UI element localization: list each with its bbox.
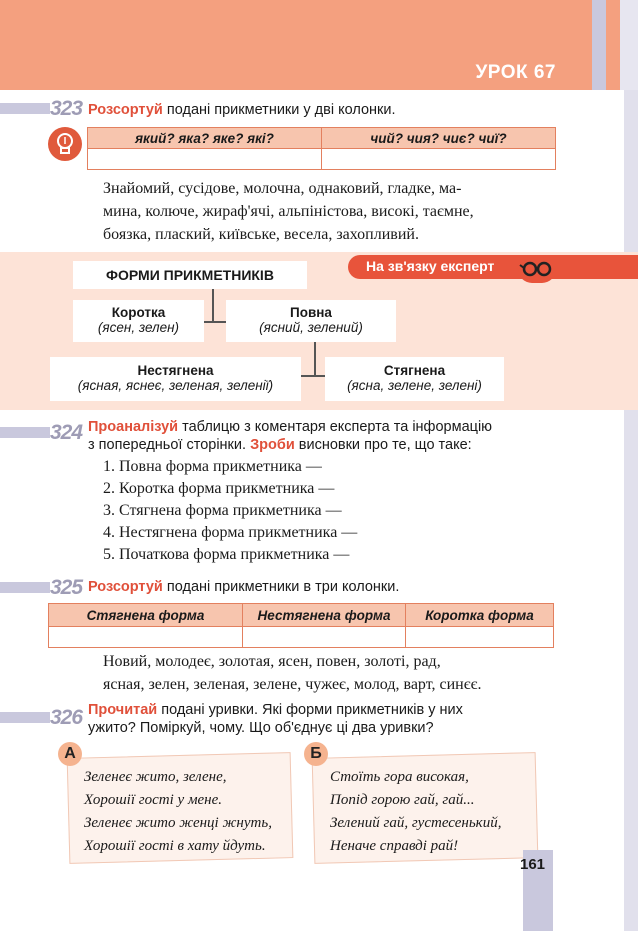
glasses-icon: [518, 255, 556, 283]
word-list: [103, 650, 553, 696]
poem-line: Зеленеє жито, зелене,: [84, 769, 227, 785]
sort-table: [87, 127, 556, 170]
task-verb: Прочитай: [88, 702, 158, 718]
word-line: Знайомий, сусідове, молочна, однаковий, гладке, ма-: [103, 180, 462, 197]
word-line: боязка, плаский, київське, весела, захопливий.: [103, 226, 419, 243]
connector-line: [212, 289, 214, 321]
edge-bar: [624, 90, 638, 931]
contracted-form-examples: (ясна, зелене, зелені): [347, 378, 482, 393]
short-form-title: Коротка: [111, 305, 166, 320]
column-header: який? яка? яке? які?: [88, 128, 322, 149]
word-line: мина, колюче, жираф'ячі, альпіністова, високі, таємне,: [103, 203, 474, 220]
short-form-box: [73, 300, 204, 342]
task-number: 323: [50, 97, 83, 120]
list-item: 1. Повна форма прикметника —: [103, 458, 322, 475]
list-item: 5. Початкова форма прикметника —: [103, 546, 350, 563]
task-instruction: [88, 578, 399, 596]
poem-a: [84, 766, 272, 858]
poem-line: Неначе справді рай!: [330, 838, 459, 854]
poem-line: Стоїть гора високая,: [330, 769, 469, 785]
uncontracted-form-examples: (ясная, яснеє, зеленая, зеленії): [77, 378, 274, 393]
connector-line: [314, 342, 316, 375]
word-list: [103, 177, 541, 246]
full-form-title: Повна: [290, 305, 332, 320]
header-strip: [592, 0, 606, 90]
word-line: Новий, молодеє, золотая, ясен, повен, золоті, рад,: [103, 653, 441, 670]
column-header: Нестягнена форма: [243, 604, 406, 627]
poem-line: Зелений гай, густесенький,: [330, 815, 502, 831]
page-number: 161: [520, 856, 546, 873]
task-bar: [0, 427, 50, 438]
task-text: подані прикметники у дві колонки.: [162, 102, 396, 118]
full-form-examples: (ясний, зелений): [259, 320, 363, 335]
task-instruction: [88, 101, 396, 119]
answer-cell[interactable]: [243, 627, 406, 648]
task-number: 325: [50, 576, 83, 599]
connector-line: [204, 321, 226, 323]
word-line: ясная, зелен, зеленая, зелене, чужеє, молод, варт, синєє.: [103, 676, 482, 693]
uncontracted-form-title: Нестягнена: [137, 363, 214, 378]
uncontracted-form-box: [50, 357, 301, 401]
task-number: 326: [50, 706, 83, 729]
short-form-examples: (ясен, зелен): [97, 320, 180, 335]
list-item: 3. Стягнена форма прикметника —: [103, 502, 342, 519]
answer-cell[interactable]: [49, 627, 243, 648]
contracted-form-box: [325, 357, 504, 401]
task-number: 324: [50, 421, 83, 444]
poem-line: Зеленеє жито женці жнуть,: [84, 815, 272, 831]
task-text: ужито? Поміркуй, чому. Що об'єднує ці два уривки?: [88, 720, 434, 736]
contracted-form-title: Стягнена: [383, 363, 446, 378]
poem-line: Хорошії гості в хату йдуть.: [84, 838, 266, 854]
lesson-title: УРОК 67: [475, 62, 556, 83]
full-form-box: [226, 300, 396, 342]
answer-cell[interactable]: [322, 149, 556, 170]
definition-list: [103, 456, 357, 566]
task-text: подані уривки. Які форми прикметників у них: [157, 702, 463, 718]
task-verb: Зроби: [250, 437, 295, 453]
list-item: 4. Нестягнена форма прикметника —: [103, 524, 358, 541]
answer-cell[interactable]: [406, 627, 554, 648]
connector-line: [301, 375, 325, 377]
task-text: з попередньої сторінки.: [88, 437, 251, 453]
task-text: подані прикметники в три колонки.: [162, 579, 400, 595]
poem-letter: А: [58, 742, 82, 766]
poem-line: Хорошії гості у мене.: [84, 792, 223, 808]
lightbulb-icon: [48, 127, 82, 161]
task-instruction: [88, 418, 492, 454]
column-header: Коротка форма: [406, 604, 554, 627]
task-bar: [0, 103, 50, 114]
column-header: Стягнена форма: [49, 604, 243, 627]
task-text: таблицю з коментаря експерта та інформацію: [178, 419, 493, 435]
column-header: чий? чия? чиє? чиї?: [322, 128, 556, 149]
task-verb: Розсортуй: [88, 579, 163, 595]
poem-letter: Б: [304, 742, 328, 766]
task-instruction: [88, 701, 463, 737]
task-bar: [0, 712, 50, 723]
poem-b: [330, 766, 501, 858]
header-strip: [620, 0, 638, 90]
expert-badge-label: На зв'язку експерт: [366, 258, 495, 274]
task-verb: Розсортуй: [88, 102, 163, 118]
diagram-title-box: [73, 261, 307, 289]
poem-line: Попід горою гай, гай...: [330, 792, 475, 808]
answer-cell[interactable]: [88, 149, 322, 170]
task-bar: [0, 582, 50, 593]
task-text: висновки про те, що таке:: [294, 437, 472, 453]
task-verb: Проаналізуй: [88, 419, 179, 435]
list-item: 2. Коротка форма прикметника —: [103, 480, 335, 497]
sort-table: [48, 603, 554, 648]
diagram-title: ФОРМИ ПРИКМЕТНИКІВ: [106, 267, 274, 283]
